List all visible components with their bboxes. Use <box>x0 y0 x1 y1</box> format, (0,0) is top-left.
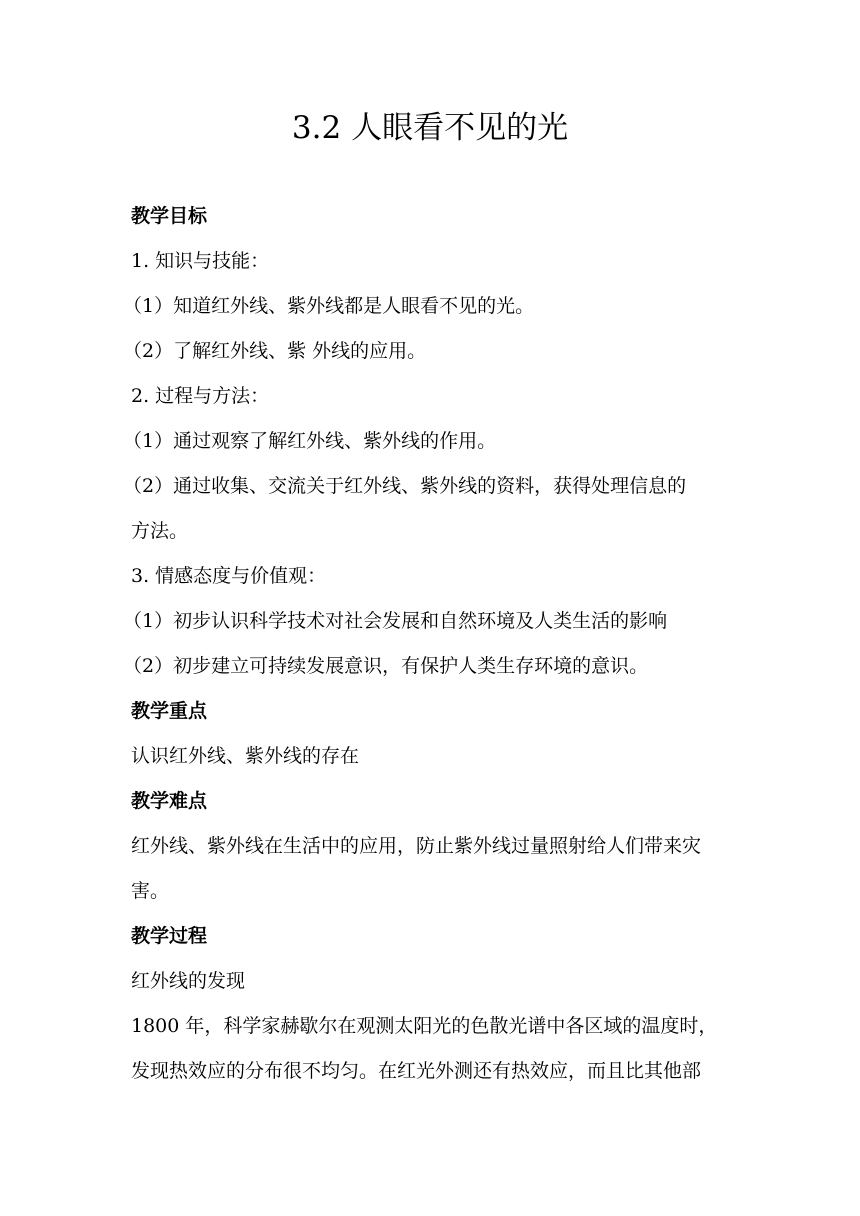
objective-subitem: （2）初步建立可持续发展意识，有保护人类生存环境的意识。 <box>123 655 649 677</box>
objective-subitem: （2）通过收集、交流关于红外线、紫外线的资料，获得处理信息的 <box>123 475 687 497</box>
objective-subitem-continued: 方法。 <box>131 520 189 542</box>
objective-item-process: 2. 过程与方法： <box>131 385 270 407</box>
key-point-text: 认识红外线、紫外线的存在 <box>131 745 360 767</box>
process-paragraph: 1800 年，科学家赫歇尔在观测太阳光的色散光谱中各区域的温度时， <box>131 1015 718 1037</box>
process-paragraph-continued: 发现热效应的分布很不均匀。在红光外测还有热效应，而且比其他部 <box>131 1060 702 1082</box>
process-subheading: 红外线的发现 <box>131 970 246 992</box>
objective-subitem: （2）了解红外线、紫 外线的应用。 <box>123 340 427 362</box>
objective-subitem: （1）通过观察了解红外线、紫外线的作用。 <box>123 430 497 452</box>
page-title: 3.2 人眼看不见的光 <box>291 110 569 146</box>
objective-item-knowledge: 1. 知识与技能： <box>131 250 270 272</box>
key-point-heading: 教学重点 <box>131 700 208 722</box>
difficulty-heading: 教学难点 <box>131 790 208 812</box>
objective-item-attitude: 3. 情感态度与价值观： <box>131 565 327 587</box>
objective-subitem: （1）初步认识科学技术对社会发展和自然环境及人类生活的影响 <box>123 610 668 632</box>
process-heading: 教学过程 <box>131 925 208 947</box>
difficulty-text: 红外线、紫外线在生活中的应用，防止紫外线过量照射给人们带来灾 <box>131 835 702 857</box>
objectives-heading: 教学目标 <box>131 205 208 227</box>
objective-subitem: （1）知道红外线、紫外线都是人眼看不见的光。 <box>123 295 535 317</box>
difficulty-text-continued: 害。 <box>131 880 170 902</box>
